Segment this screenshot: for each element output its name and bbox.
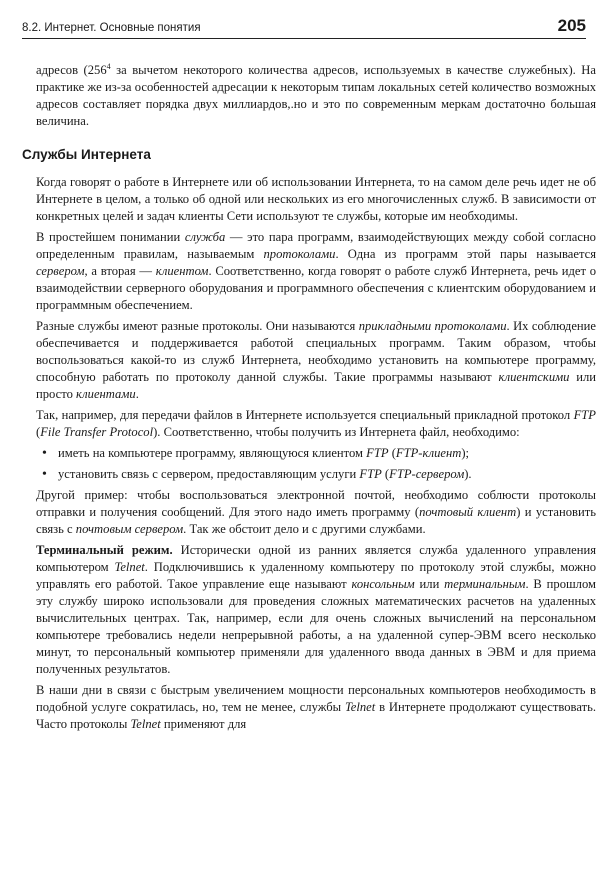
paragraph-3: Разные службы имеют разные протоколы. Они называются прикладными протоколами. Их соблюдение обеспечивается и поддерживается работой специальных программ. Таким образом, чтобы воспользоваться какой-то из служб Интернета, необходимо установить на компьютере программу, способную работать по протоколу данной службы. Такие программы называют клиентскими или просто клиентами. <box>36 319 596 401</box>
bullet-list <box>36 445 596 483</box>
paragraph-7: В наши дни в связи с быстрым увеличением мощности персональных компьютеров необходимость в подобной услуге сократилась, но, тем не менее, службы Telnet в Интернете продолжают существовать. Часто протоколы Telnet применяют для <box>36 683 596 731</box>
run-in-heading: Терминальный режим. <box>36 543 173 557</box>
page-number: 205 <box>557 16 586 35</box>
paragraph-2: В простейшем понимании служба — это пара программ, взаимодействующих между собой согласно определенным правилам, называемым протоколами. Одна из программ этой пары называется сервером, а вторая — клиентом. Соответственно, когда говорят о работе служб Интернета, речь идет о взаимодействии серверного оборудования и программного обеспечения с клиентским оборудованием и программным обеспечением. <box>36 230 596 312</box>
chapter-title: 8.2. Интернет. Основные понятия <box>22 22 201 34</box>
running-head <box>22 14 586 39</box>
section-heading: Службы Интернета <box>22 147 151 162</box>
list-item: • установить связь с сервером, предоставляющим услуги FTP (FTP-сервером). <box>36 466 596 483</box>
intro-paragraph: адресов ($256^4$ за вычетом некоторого количества адресов, используемых в качестве служебных). На практике же из-за особенностей адресации к некоторым типам локальных сетей количество возможных адресов составляет порядка двух миллиардов,.но и это по современным меркам достаточно большая величина. <box>36 62 596 129</box>
intro-block <box>36 58 596 134</box>
list-item: • иметь на компьютере программу, являющуюся клиентом FTP (FTP-клиент); <box>36 445 596 462</box>
paragraph-5: Другой пример: чтобы воспользоваться электронной почтой, необходимо соблюсти протоколы отправки и получения сообщений. Для этого надо иметь программу (почтовый клиент) и установить связь с почтовым сервером. Так же обстоит дело и с другими службами. <box>36 488 596 536</box>
paragraph-6: Терминальный режим. Исторически одной из ранних является служба удаленного управления компьютером Telnet. Подключившись к удаленному компьютеру по протоколу этой службы, можно управлять его работой. Такое управление еще называют консольным или терминальным. В прошлом эту службу широко использовали для проведения сложных математических расчетов на удаленных вычислительных центрах. Так, например, если для очень сложных вычислений на персональном компьютере требовались недели непрерывной работы, а на удаленной супер-ЭВМ всего несколько минут, то персональный компьютер применяли для удаленного ввода данных в ЭВМ и для приема полученных результатов. <box>36 543 597 676</box>
paragraph-4: Так, например, для передачи файлов в Интернете используется специальный прикладной протокол FTP (File Transfer Protocol). Соответственно, чтобы получить из Интернета файл, необходимо: <box>36 408 596 439</box>
section-body <box>36 174 596 737</box>
paragraph-1: Когда говорят о работе в Интернете или об использовании Интернета, то на самом деле речь идет не об Интернете в целом, а только об одной или нескольких из его многочисленных служб. В зависимости от конкретных целей и задач клиенты Сети используют те службы, которые им необходимы. <box>36 175 596 223</box>
